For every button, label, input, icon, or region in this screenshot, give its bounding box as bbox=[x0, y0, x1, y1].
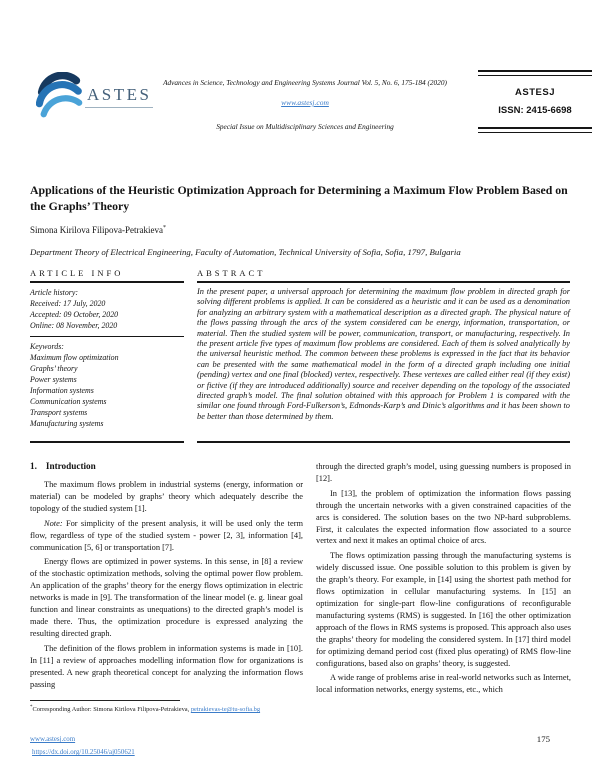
footnote-text: Corresponding Author: Simona Kirilova Filipova-Petrakieva, bbox=[32, 706, 191, 714]
paper-title: Applications of the Heuristic Optimization Approach for Determining a Maximum Flow Problem Based on the Graphs’ Theory bbox=[30, 183, 568, 213]
page-number: 175 bbox=[536, 734, 550, 744]
body-paragraph: The flows optimization passing through the manufacturing systems is widely discussed issue. One possible solution to this problem is given by the graph’s theory. For example, in [14] using the shortest path method for flows optimization in cellular manufacturing systems. In [15] an optimization for single-part flow-line configurations of reconfigurable manufacturing systems (RMS) is suggested. In [16] the other optimization approach of the flows in RMS systems is proposed. This approach also uses the graphs’ theory for modeling the considered system. In [17] third model for optimizing demand period cost (fixed plus operating) of RMS flow-line configurations, based also on graphs’ theory, is suggested. bbox=[316, 551, 571, 668]
abstract-text: In the present paper, a universal approach for determining the maximum flow problem in directed graph for solving different problems is applied. It can be considered as a heuristic and it can be used as a denomination for analyzing an arbitrary system with a mathematical description as a directed graph. The physical nature of the flows passing through the arcs of the system considered can be energy, information, transportation, or material. Then the studied system will be power, communication, transport, or manufacturing, respectively. In the present article five types of maximum flow problems are considered. Each of them is solved analytically by the universal heuristic method. The common between these problems is expressed in the fact that its behavior can be presented with the same mathematical model in the form of a directed graph including one initial (pending) vertex and one final (blocked) vertex, respectively. These vertexes are called either real (if they exist) or fictive (if they are introduced additionally) source and receiver depending on the topology of the associated directed graph’s model. The final solution obtained with this approach for Problem 1 is compared with the similar one found through Ford-Fulkerson’s, Edmonds-Karp’s and Dinic’s algorithms and it has been shown to be better than those determined by them. bbox=[197, 287, 570, 421]
double-rule-top bbox=[478, 70, 592, 76]
journal-header bbox=[135, 78, 475, 131]
keywords-list bbox=[30, 352, 184, 429]
keyword-item: Transport systems bbox=[30, 408, 88, 417]
article-history-label: Article history: bbox=[30, 288, 78, 297]
keyword-item: Communication systems bbox=[30, 397, 107, 406]
author-name bbox=[30, 225, 166, 235]
footnote-rule bbox=[30, 700, 180, 701]
author-asterisk: * bbox=[162, 225, 166, 231]
body-paragraph: through the directed graph’s model, using guessing numbers is proposed in [12]. bbox=[316, 462, 571, 483]
abstract-box bbox=[197, 268, 570, 443]
author-affiliation: Department Theory of Electrical Engineering, Faculty of Automation, Technical University of Sofia, Sofia, 1797, Bulgaria bbox=[30, 247, 461, 257]
body-paragraph: Energy flows are optimized in power systems. In this sense, in [8] a review of the stochastic optimization methods, solving the optimal power flow problem. An application of the graphs’ theory for the energy flows optimization in electric networks is made in [9]. The transformation of the linear model (e. g. linear goal function and linear constraints as unequations) to the directed graph’s model is made there. Thus, the optimization procedure is expressed analyzing the resulting directed graph. bbox=[30, 557, 303, 638]
author-name-text: Simona Kirilova Filipova-Petrakieva bbox=[30, 225, 163, 235]
body-paragraph: A wide range of problems arise in real-world networks such as Internet, local information networks, energy systems, etc., which bbox=[316, 673, 571, 695]
logo-wordmark: ASTES bbox=[85, 85, 153, 108]
keywords-label: Keywords: bbox=[30, 342, 64, 351]
body-column-right bbox=[316, 461, 571, 699]
body-paragraph: The definition of the flows problem in information systems is made in [10]. In [11] a review of approaches modelling information flow for organizations is presented. A new graph theoretical concept for analyzing the information flows passing bbox=[30, 643, 303, 689]
footer-website-link[interactable]: www.astesj.com bbox=[30, 736, 76, 743]
journal-website-link[interactable]: www.astesj.com bbox=[281, 98, 329, 107]
issn-box-title: ASTESJ bbox=[515, 87, 555, 98]
journal-title-line: Advances in Science, Technology and Engineering Systems Journal Vol. 5, No. 6, 175-184 (2020) bbox=[163, 78, 447, 87]
keyword-item: Graphs’ theory bbox=[30, 364, 78, 373]
section-number: 1. bbox=[30, 461, 37, 471]
article-history-item: Online: 08 November, 2020 bbox=[30, 321, 118, 330]
body-column-left bbox=[30, 479, 303, 693]
issn-box bbox=[478, 70, 592, 133]
article-info-heading: ARTICLE INFO bbox=[30, 268, 184, 283]
keyword-item: Manufacturing systems bbox=[30, 419, 104, 428]
astes-logo-icon bbox=[36, 72, 84, 120]
body-paragraph: In [13], the problem of optimization the information flows passing through the uncertain networks with a given constrained capacities of the arcs is considered. The solution bases on the two NP-hard subproblems. First, it calculates the expected information flow associated to a source vertex and next it makes an optimal choice of arcs. bbox=[316, 488, 571, 546]
issn-number: ISSN: 2415-6698 bbox=[498, 105, 572, 116]
article-history-item: Received: 17 July, 2020 bbox=[30, 299, 106, 308]
keywords-block bbox=[30, 341, 184, 429]
keyword-item: Maximum flow optimization bbox=[30, 353, 119, 362]
info-separator-rule bbox=[30, 336, 184, 337]
article-history bbox=[30, 287, 184, 331]
body-paragraph-note bbox=[30, 518, 303, 554]
abstract-heading: ABSTRACT bbox=[197, 268, 570, 283]
article-history-list bbox=[30, 298, 184, 331]
article-info-box bbox=[30, 268, 184, 443]
section-title: Introduction bbox=[45, 461, 96, 471]
corresponding-author-footnote bbox=[30, 704, 282, 715]
footnote-marker: * bbox=[30, 705, 33, 710]
keyword-item: Information systems bbox=[30, 386, 94, 395]
body-paragraph: The maximum flows problem in industrial systems (energy, information or material) can be modeled by graphs’ theory which adequately describe the topology of the studied system [1]. bbox=[30, 480, 303, 513]
double-rule-bottom bbox=[478, 127, 592, 133]
section-heading bbox=[30, 461, 96, 471]
footnote-email-link[interactable]: petrakievas-te@tu-sofia.bg bbox=[190, 706, 261, 714]
note-text: For simplicity of the present analysis, it will be used only the term flow, regardless of type of the studied system - power [2, 3], information [4], communication [5, 6] or transportation [7]. bbox=[30, 518, 303, 552]
article-history-item: Accepted: 09 October, 2020 bbox=[30, 310, 119, 319]
note-label: Note: bbox=[44, 518, 63, 528]
keyword-item: Power systems bbox=[30, 375, 77, 384]
doi-link[interactable]: https://dx.doi.org/10.25046/aj050621 bbox=[32, 749, 135, 756]
special-issue-line: Special Issue on Multidisciplinary Sciences and Engineering bbox=[216, 122, 394, 131]
